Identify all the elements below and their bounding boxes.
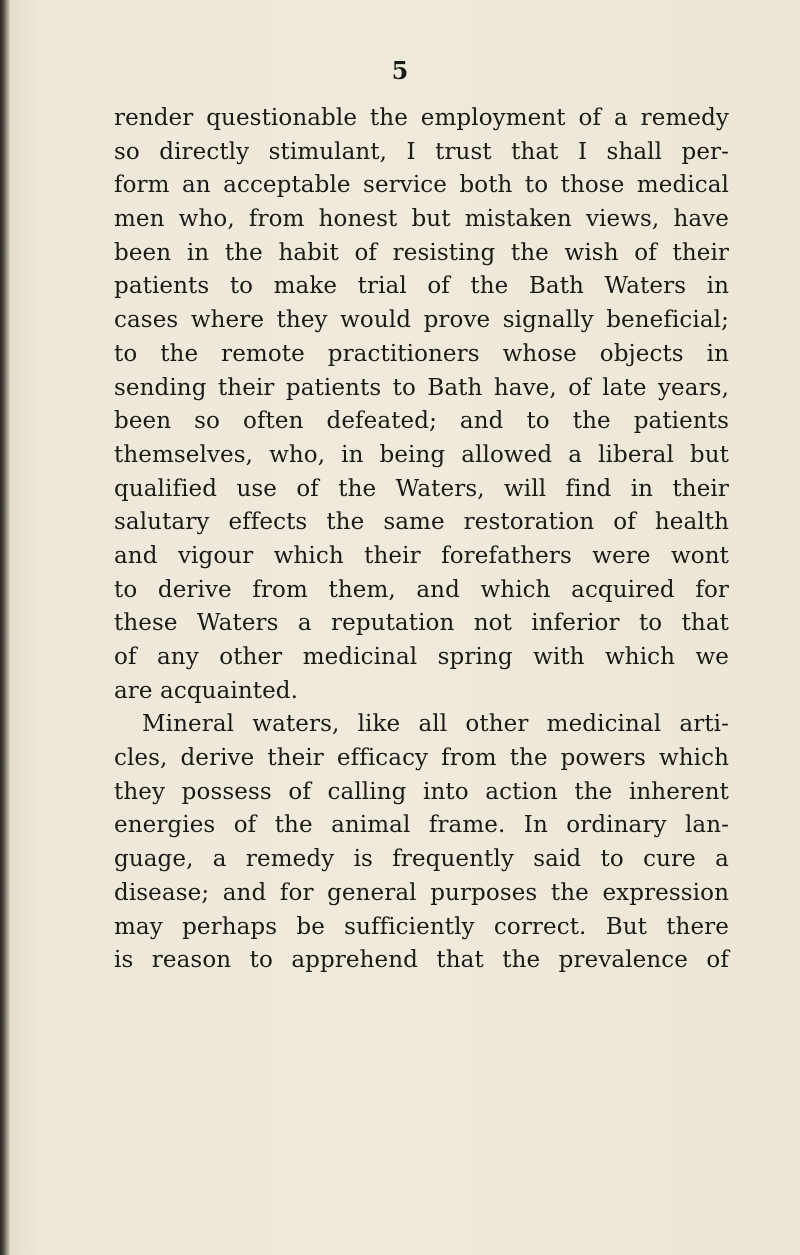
text-line: form an acceptable service both to those medical xyxy=(114,172,729,199)
paragraph-start-line: Mineral waters, like all other medicinal arti- xyxy=(142,711,729,738)
text-line: is reason to apprehend that the prevalence of xyxy=(114,947,729,974)
text-line: qualified use of the Waters, will find in their xyxy=(114,475,729,502)
text-line: been so often defeated; and to the patients xyxy=(114,408,729,435)
text-line: cases where they would prove signally beneficial; xyxy=(114,307,729,334)
text-line: cles, derive their efficacy from the powers which xyxy=(114,745,729,772)
text-line: disease; and for general purposes the expression xyxy=(114,879,729,906)
text-line: been in the habit of resisting the wish of their xyxy=(114,239,729,266)
text-line: guage, a remedy is frequently said to cure a xyxy=(114,846,729,873)
text-line: men who, from honest but mistaken views, have xyxy=(114,206,729,233)
text-line: so directly stimulant, I trust that I shall per- xyxy=(114,138,729,165)
text-line: they possess of calling into action the inherent xyxy=(114,778,729,805)
page-number: 5 xyxy=(391,56,409,85)
text-line: render questionable the employment of a remedy xyxy=(114,105,729,131)
text-line: salutary effects the same restoration of health xyxy=(114,509,729,536)
text-line: and vigour which their forefathers were wont xyxy=(114,542,729,569)
text-line: may perhaps be sufficiently correct. But there xyxy=(114,913,729,940)
text-line: to the remote practitioners whose objects in xyxy=(114,340,729,367)
text-line: themselves, who, in being allowed a liberal but xyxy=(114,441,729,468)
text-line: of any other medicinal spring with which we xyxy=(114,644,729,670)
text-line: sending their patients to Bath have, of late years, xyxy=(114,374,729,401)
text-line: patients to make trial of the Bath Waters in xyxy=(114,273,729,300)
binding-edge xyxy=(0,0,10,1255)
text-line: to derive from them, and which acquired for xyxy=(114,576,729,603)
body-text xyxy=(114,102,729,978)
paragraph-end-line: are acquainted. xyxy=(114,677,299,704)
text-line: these Waters a reputation not inferior to that xyxy=(114,610,729,637)
text-line: energies of the animal frame. In ordinary lan- xyxy=(114,812,729,839)
